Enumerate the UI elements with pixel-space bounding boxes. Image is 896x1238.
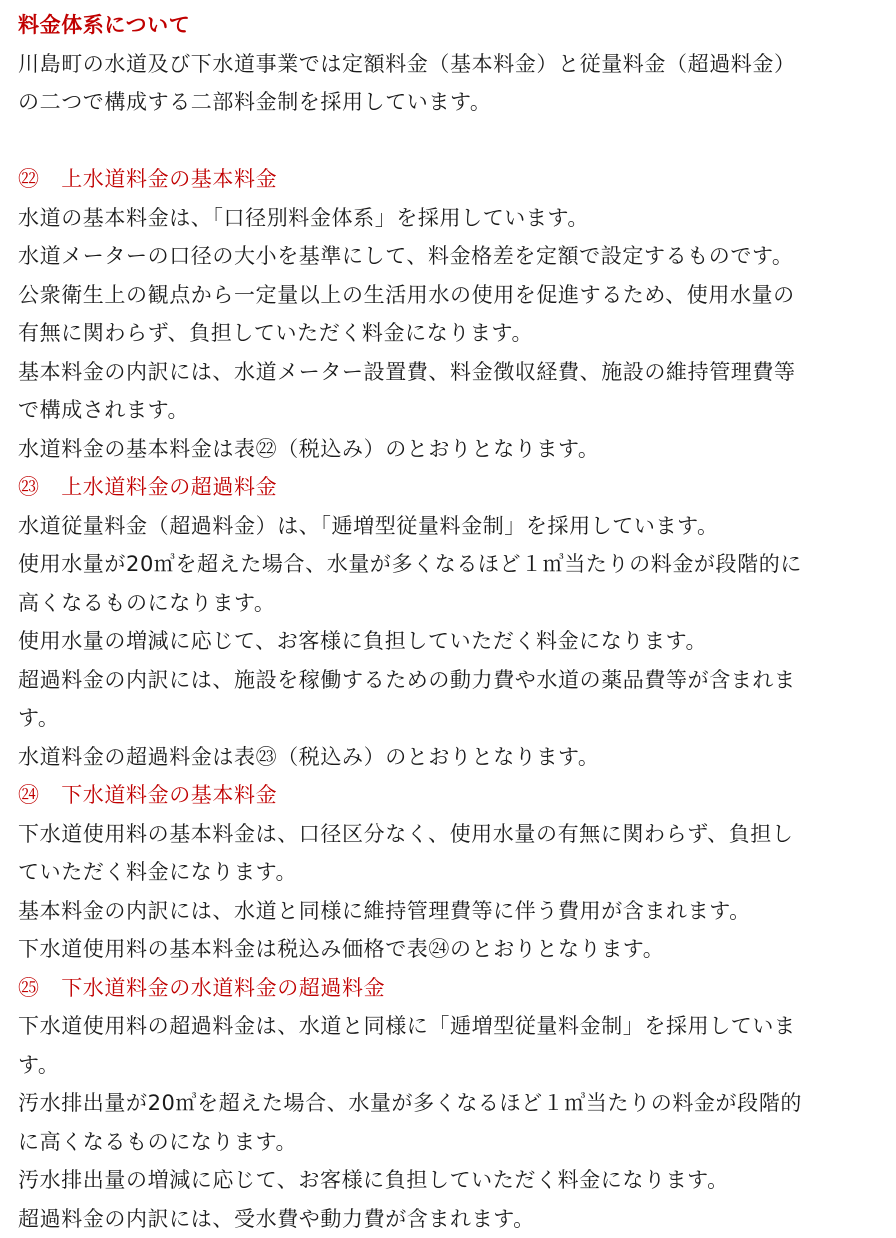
paragraph-line: 基本料金の内訳には、水道メーター設置費、料金徴収経費、施設の維持管理費等: [18, 353, 878, 392]
paragraph-line: 下水道使用料の超過料金は、水道と同様に「逓増型従量料金制」を採用していま: [18, 1007, 878, 1046]
paragraph-line: 超過料金の内訳には、施設を稼働するための動力費や水道の薬品費等が含まれま: [18, 661, 878, 700]
document-title: 料金体系について: [18, 6, 878, 45]
section-heading-22: ㉒ 上水道料金の基本料金: [18, 160, 878, 199]
paragraph-line: で構成されます。: [18, 391, 878, 430]
intro-line: の二つで構成する二部料金制を採用しています。: [18, 83, 878, 122]
paragraph-line: 使用水量が20㎥を超えた場合、水量が多くなるほど１㎥当たりの料金が段階的に: [18, 545, 878, 584]
paragraph-line: に高くなるものになります。: [18, 1123, 878, 1162]
section-heading-23: ㉓ 上水道料金の超過料金: [18, 468, 878, 507]
paragraph-line: 汚水排出量の増減に応じて、お客様に負担していただく料金になります。: [18, 1161, 878, 1200]
paragraph-line: 水道従量料金（超過料金）は、「逓増型従量料金制」を採用しています。: [18, 507, 878, 546]
paragraph-line: 基本料金の内訳には、水道と同様に維持管理費等に伴う費用が含まれます。: [18, 892, 878, 931]
section-heading-24: ㉔ 下水道料金の基本料金: [18, 776, 878, 815]
intro-line: 川島町の水道及び下水道事業では定額料金（基本料金）と従量料金（超過料金）: [18, 45, 878, 84]
paragraph-line: 水道料金の超過料金は表㉓（税込み）のとおりとなります。: [18, 738, 878, 777]
paragraph-line: 下水道使用料の基本料金は、口径区分なく、使用水量の有無に関わらず、負担し: [18, 815, 878, 854]
paragraph-line: 公衆衛生上の観点から一定量以上の生活用水の使用を促進するため、使用水量の: [18, 276, 878, 315]
section-heading-25: ㉕ 下水道料金の水道料金の超過料金: [18, 969, 878, 1008]
paragraph-line: 汚水排出量が20㎥を超えた場合、水量が多くなるほど１㎥当たりの料金が段階的: [18, 1084, 878, 1123]
paragraph-line: 超過料金の内訳には、受水費や動力費が含まれます。: [18, 1200, 878, 1238]
paragraph-line: す。: [18, 699, 878, 738]
paragraph-line: ていただく料金になります。: [18, 853, 878, 892]
paragraph-line: 水道料金の基本料金は表㉒（税込み）のとおりとなります。: [18, 430, 878, 469]
paragraph-line: 使用水量の増減に応じて、お客様に負担していただく料金になります。: [18, 622, 878, 661]
paragraph-line: 水道の基本料金は、「口径別料金体系」を採用しています。: [18, 199, 878, 238]
paragraph-line: 水道メーターの口径の大小を基準にして、料金格差を定額で設定するものです。: [18, 237, 878, 276]
spacer: [18, 122, 878, 161]
paragraph-line: す。: [18, 1046, 878, 1085]
paragraph-line: 有無に関わらず、負担していただく料金になります。: [18, 314, 878, 353]
paragraph-line: 高くなるものになります。: [18, 584, 878, 623]
paragraph-line: 下水道使用料の基本料金は税込み価格で表㉔のとおりとなります。: [18, 930, 878, 969]
